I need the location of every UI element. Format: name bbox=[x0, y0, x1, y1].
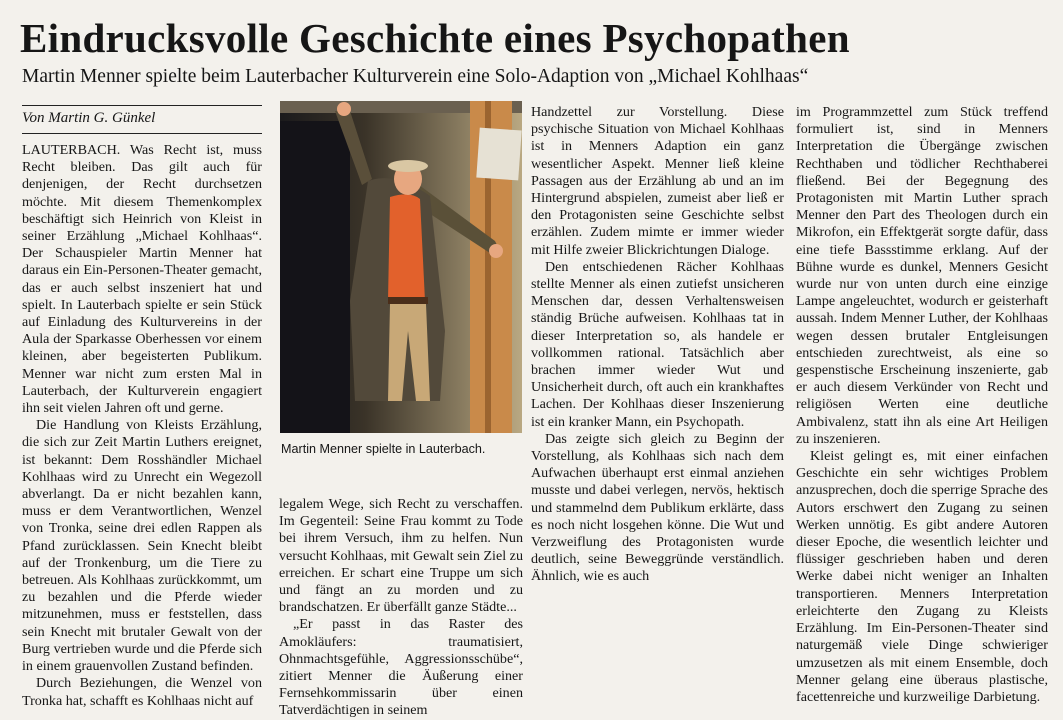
paragraph: Die Handlung von Kleists Erzählung, die sich zur Zeit Martin Luthers ereignet, ist bekannt: Dem Rosshändler Michael Kohlhaas wird zu Unrecht ein Wegezoll abverlangt. Da er nicht bezahlen kann, muss er dem Verantwortlichen, Wenzel von Tronka, seine drei edlen Rappen als Pfand zurücklassen. Sein Knecht bleibt auf der Tronkenburg, um die Tiere zu betreuen. Als Kohlhaas zurückkommt, um zu bezahlen und die Pferde wieder mitzunehmen, muss er feststellen, dass sein Knecht mit brutaler Gewalt von der Burg vertrieben wurde und die Pferde sich in einem grauenvollen Zustand befinden. bbox=[22, 417, 262, 675]
article-column-2 bbox=[279, 496, 523, 720]
article-column-4 bbox=[796, 104, 1048, 706]
paragraph: im Programmzettel zum Stück treffend formuliert ist, sind in Menners Interpretation die Übergänge zwischen Rechthaben und tödlicher Rechthaberei fließend. Bei der Begegnung des Protagonisten mit Martin Luther sprach Menner den Part des Theologen durch ein Mikrofon, ein Effektgerät sorgte dafür, dass eine tiefe Bassstimme erklang. Auf der Bühne wurde es dunkel, Menners Gesicht wurde nur von unten durch eine einzige Lampe angeleuchtet, wodurch er geisterhaft aussah. Indem Menner Luther, der Kohlhaas wegen dessen brutaler Entgleisungen entschieden zurechtweist, als eine so gespenstische Erscheinung inszenierte, gab er auch diesem Verkünder von Recht und religiösen Werten eine deutliche Ambivalenz, statt ihn als eine Art Heiligen zu inszenieren. bbox=[796, 104, 1048, 447]
paragraph: Kleist gelingt es, mit einer einfachen Geschichte ein sehr wichtiges Problem anzusprechen, doch die sperrige Sprache des Autors erschwert den Zugang zu seinen Werken unnötig. Es gibt andere Autoren dieser Epoche, die wesentlich leichter und flüssiger geschrieben haben und deren Werke dabei nicht weniger an Inhalten transportieren. Menners Interpretation erleichterte den Zugang zu Kleists Erzählung. Im Ein-Personen-Theater sind naturgemäß viele Dinge schwieriger umzusetzen als mit einem Ensemble, doch Menner gelang eine überaus plastische, facettenreiche und kurzweilige Darbietung. bbox=[796, 448, 1049, 705]
byline-rule-bottom bbox=[22, 133, 262, 134]
paragraph: Das zeigte sich gleich zu Beginn der Vorstellung, als Kohlhaas sich nach dem Aufwachen überhaupt erst einmal anziehen musste und dabei verlegen, nervös, hektisch und stammelnd dem Publikum erklärte, dass es noch nicht losgehen könne. Die Wut und Verzweiflung des Protagonisten wurde deutlich, seine Beweggründe verständlich. Ähnlich, wie es auch bbox=[531, 430, 784, 585]
paragraph: LAUTERBACH. Was Recht ist, muss Recht bleiben. Das gilt auch für denjenigen, der Recht durchsetzen möchte. Mit diesem Themenkomplex beschäftigt sich Heinrich von Kleist in seiner Erzählung „Michael Kohlhaas“. Der Schauspieler Martin Menner hat daraus ein Ein-Personen-Theater gemacht, das er auch selbst inszeniert hat und spielt. In Lauterbach spielte er sein Stück auf Einladung des Kulturvereins in der Aula der Sparkasse Oberhessen vor einem kleinen, aber begeisterten Publikum. Menner war nicht zum ersten Mal in Lauterbach, der Kulturverein engagiert ihn seit vielen Jahren oft und gerne. bbox=[22, 142, 262, 417]
byline-rule-top bbox=[22, 105, 262, 106]
paragraph: Den entschiedenen Rächer Kohlhaas stellte Menner als einen zutiefst unsicheren Menschen dar, dessen Verhaltensweisen ständig Brüche aufweisen. Kohlhaas tat in dieser Interpretation so, als handele er vollkommen rational. Tatsächlich aber brachen immer wieder Wut und Unsicherheit durch, oft auch ein krankhaftes Lachen. Der Kohlhaas dieser Inszenierung ist ein kranker Mann, ein Psychopath. bbox=[531, 258, 784, 430]
headline: Eindrucksvolle Geschichte eines Psychopathen bbox=[20, 15, 850, 61]
actor-photo-image bbox=[280, 101, 522, 433]
article-column-3 bbox=[531, 104, 784, 586]
paragraph: Durch Beziehungen, die Wenzel von Tronka hat, schafft es Kohlhaas nicht auf bbox=[22, 675, 262, 709]
article-photo bbox=[280, 101, 522, 433]
byline: Von Martin G. Günkel bbox=[22, 110, 156, 126]
photo-caption: Martin Menner spielte in Lauterbach. bbox=[281, 442, 486, 456]
paragraph: legalem Wege, sich Recht zu verschaffen. Im Gegenteil: Seine Frau kommt zu Tode bei ihrem Versuch, ihm zu helfen. Nun versucht Kohlhaas, mit Gewalt sein Ziel zu erreichen. Er schart eine Truppe um sich und fängt an zu morden und zu brandschatzen. Er überfällt ganze Städte... bbox=[279, 496, 523, 616]
article-column-1 bbox=[22, 142, 262, 710]
paragraph: Handzettel zur Vorstellung. Diese psychische Situation von Michael Kohlhaas ist in Menners Adaption ein ganz wesentlicher Aspekt. Menner ließ kleine Passagen aus der Erzählung ab und an im Hintergrund abspielen, zumeist aber ließ er den Protagonisten seine Geschichte selbst erzählen. Zudem mimte er immer wieder mit Hilfe zweier Blickrichtungen Dialoge. bbox=[531, 104, 784, 258]
subheadline: Martin Menner spielte beim Lauterbacher Kulturverein eine Solo-Adaption von „Michael Kohlhaas“ bbox=[22, 66, 809, 87]
paragraph: „Er passt in das Raster des Amokläufers: traumatisiert, Ohnmachtsgefühle, Aggressionsschübe“, zitiert Menner die Äußerung einer Fernsehkommissarin über einen Tatverdächtigen in seinem bbox=[279, 616, 523, 719]
